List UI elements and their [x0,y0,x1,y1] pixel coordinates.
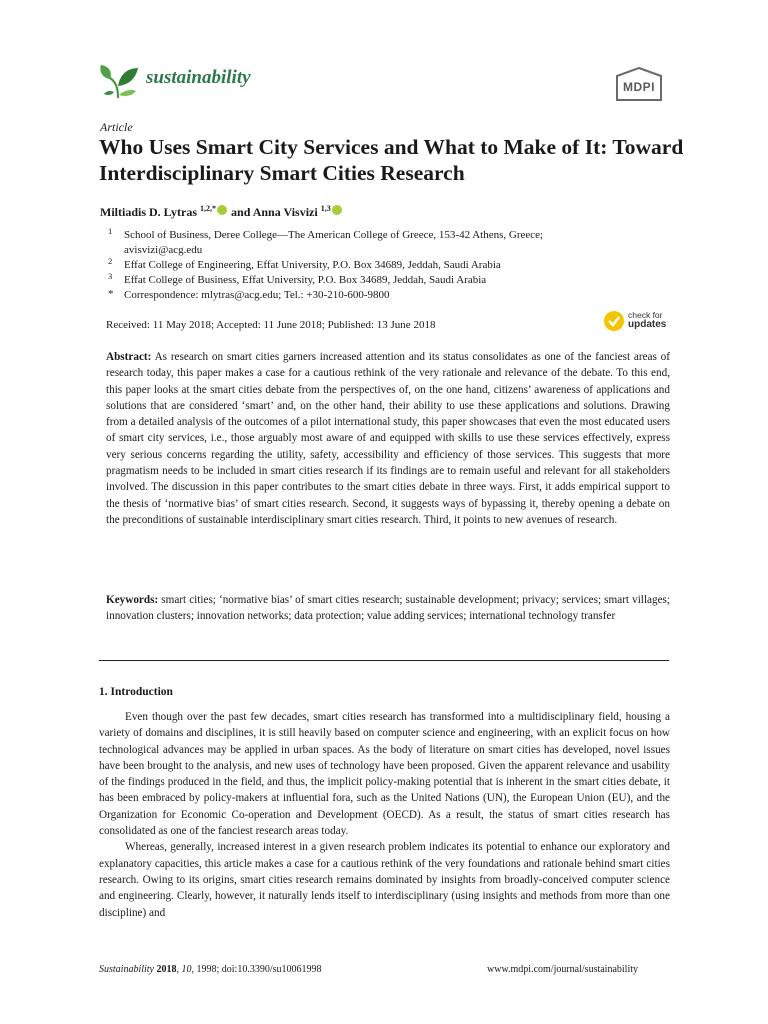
paragraph: Even though over the past few decades, smart cities research has transformed into a multidisciplinary field, housing a variety of domains and disciplines, it is still heavily based on computer science and engineering, with an explicit focus on how technological advances may be applied in urban spaces. As the body of literature on smart cities has developed, novel issues have been brought to the analysis, and new uses of technology have been proposed. Given the apparent relevance and usability of the findings produced in the field, and thus, the implicit policy-making potential that is inherent in the smart cities debate, it has been embraced by policy-makers at influential fora, such as the United Nations (UN), the European Union (EU), and the Organization for Economic Co-operation and Development (OECD). As a result, the status of smart cities research has consolidated as one of the fanciest research areas today. [99,711,670,838]
author-name[interactable]: Miltiadis D. Lytras [100,205,198,219]
footer-doi[interactable]: , 1998; doi:10.3390/su10061998 [191,964,322,975]
affiliation-email[interactable]: avisvizi@acg.edu [124,244,203,256]
footer-journal: Sustainability [99,964,154,975]
section-heading: 1. Introduction [99,686,173,698]
article-type: Article [100,120,133,134]
journal-logo [98,62,140,100]
footer-volume: 10 [181,964,192,975]
keywords-label: Keywords: [106,594,159,606]
paper-title: Who Uses Smart City Services and What to Make of It: Toward Interdisciplinary Smart Cities Research [99,135,684,185]
affiliation [124,258,501,273]
correspondence-line[interactable]: Correspondence: mlytras@acg.edu; Tel.: +30-210-600-9800 [124,289,390,301]
affiliation-mark: 1 [108,226,113,236]
check-updates-icon [603,310,625,332]
abstract [106,349,670,528]
paragraph: Whereas, generally, increased interest in a given research problem indicates its potential to enhance our exploratory and explanatory capacities, this article makes a case for a cautious rethink of the very foundations and rationale behind smart cities research. Owing to its origins, smart cities research remains dominated by insights from broadly-conceived computer science and engineering. Clearly, however, it naturally lends itself to interdisciplinary (using insights and methods from more than one discipline) and [99,841,670,919]
affiliation-line: Effat College of Business, Effat University, P.O. Box 34689, Jeddah, Saudi Arabia [124,274,487,286]
affiliation-mark: 3 [108,271,113,281]
author-affiliation-marks: 1,3 [320,204,331,213]
citation-footer: Sustainability 2018, 10, 1998; doi:10.3390/su10061998 [99,964,322,975]
affiliation-mark: 2 [108,256,113,266]
abstract-label: Abstract: [106,351,152,363]
footer-year: 2018 [156,964,177,975]
journal-name: sustainability [146,67,251,88]
publication-dates: Received: 11 May 2018; Accepted: 11 June 2018; Published: 13 June 2018 [106,319,436,331]
keywords-text: smart cities; ‘normative bias’ of smart cities research; sustainable development; privacy; services; smart villages; innovation clusters; innovation networks; data protection; value adding services; international technology transfer [106,594,671,623]
check-updates-line2: updates [628,319,667,330]
correspondence [124,288,390,303]
affiliation [124,273,486,288]
leaf-icon [98,62,140,100]
correspondence-mark: * [108,288,114,300]
orcid-icon[interactable] [332,205,342,215]
affiliation [124,228,543,258]
author-affiliation-marks: 1,2,* [200,204,217,213]
author-joiner: and [228,205,253,219]
author-list [100,204,343,220]
section-divider [99,660,669,661]
journal-url[interactable]: www.mdpi.com/journal/sustainability [487,964,639,975]
introduction-body [99,709,670,921]
keywords [106,592,670,625]
check-updates-line1: check for [628,310,663,320]
orcid-icon[interactable] [217,205,227,215]
publisher-logo [613,66,665,102]
check-updates-badge[interactable] [603,309,673,333]
affiliation-line: Effat College of Engineering, Effat University, P.O. Box 34689, Jeddah, Saudi Arabia [124,259,501,271]
publisher-name: MDPI [623,80,655,94]
affiliation-line: School of Business, Deree College—The American College of Greece, 153-42 Athens, Greece; [124,229,544,241]
abstract-text: As research on smart cities garners increased attention and its status consolidates as one of the fanciest areas of research today, this paper makes a case for a cautious rethink of the very rationale and relevance of the debate. To this end, this paper looks at the smart cities debate from the perspectives of, on the one hand, citizens’ awareness of applications and solutions that are considered ‘smart’ and, on the other hand, their ability to use these applications and solutions. Drawing from a detailed analysis of the outcomes of a pilot international study, this paper showcases that even the most educated users of smart city services, i.e., those arguably most aware of and equipped with skills to use these services effectively, express very serious concerns regarding the utility, safety, accessibility and efficiency of those services. This suggests that more pragmatism needs to be included in smart cities research if its findings are to remain useful and relevant for all stakeholders involved. The discussion in this paper contributes to the smart cities debate in three ways. First, it adds empirical support to the thesis of ‘normative bias’ of smart cities research. Second, it suggests ways of bypassing it, thereby opening a debate on the preconditions of sustainable interdisciplinary smart cities research. Third, it points to new avenues of research. [106,351,670,526]
author-name[interactable]: Anna Visvizi [252,205,318,219]
